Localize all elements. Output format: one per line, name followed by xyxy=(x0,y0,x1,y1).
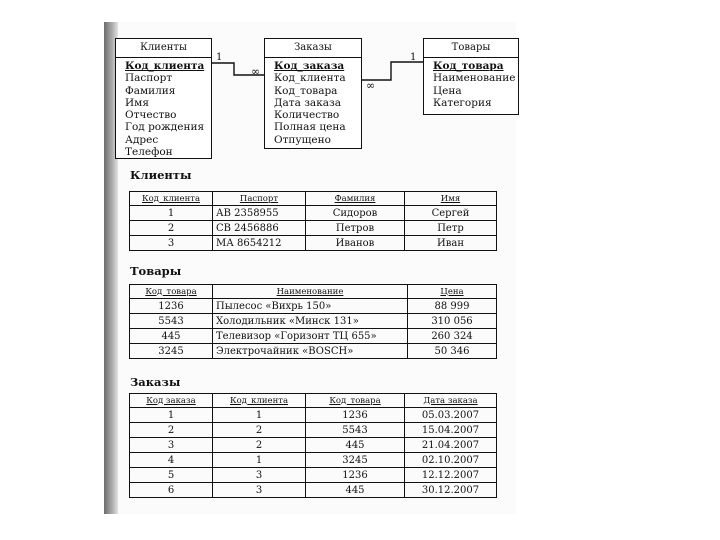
entity-field-key: Код_клиента xyxy=(125,60,205,72)
table-header-row xyxy=(130,394,497,408)
table-header-row xyxy=(130,192,497,206)
table-cell: МА 8654212 xyxy=(213,236,306,251)
table-cell: СВ 2456886 xyxy=(213,221,306,236)
table-cell: 6 xyxy=(130,483,213,498)
table-cell: 05.03.2007 xyxy=(405,408,497,423)
cardinality-many-orders-right: ∞ xyxy=(366,79,376,92)
table-row xyxy=(130,408,497,423)
table-cell: 3 xyxy=(213,483,306,498)
clients-table xyxy=(129,191,497,251)
column-header: Код_клиента xyxy=(213,394,306,408)
table-row xyxy=(130,221,497,236)
table-row xyxy=(130,299,497,314)
column-header: Фамилия xyxy=(306,192,405,206)
table-cell: 5543 xyxy=(306,423,405,438)
entity-orders-title: Заказы xyxy=(265,39,361,58)
table-cell: Петр xyxy=(405,221,497,236)
table-row xyxy=(130,483,497,498)
column-header: Дата заказа xyxy=(405,394,497,408)
entity-field: Телефон xyxy=(125,146,173,159)
entity-goods-title: Товары xyxy=(424,39,518,58)
entity-field-key: Код_товара xyxy=(433,60,504,72)
table-cell: 310 056 xyxy=(408,314,497,329)
table-cell: Иван xyxy=(405,236,497,251)
table-cell: 3245 xyxy=(130,344,213,359)
table-cell: Телевизор «Горизонт ТЦ 655» xyxy=(213,329,408,344)
table-cell: 5543 xyxy=(130,314,213,329)
table-cell: Иванов xyxy=(306,236,405,251)
entity-field: Код_товара xyxy=(274,84,338,97)
column-header: Цена xyxy=(408,285,497,299)
table-cell: 3 xyxy=(130,236,213,251)
entity-field: Цена xyxy=(433,84,462,97)
entity-field: Дата заказа xyxy=(274,96,341,109)
table-row xyxy=(130,468,497,483)
table-cell: 02.10.2007 xyxy=(405,453,497,468)
entity-field: Адрес xyxy=(125,133,159,146)
table-cell: Петров xyxy=(306,221,405,236)
table-cell: Сидоров xyxy=(306,206,405,221)
entity-clients-fields xyxy=(116,58,211,158)
entity-goods-fields xyxy=(424,58,518,109)
table-cell: АВ 2358955 xyxy=(213,206,306,221)
column-header: Наименование xyxy=(213,285,408,299)
entity-field: Категория xyxy=(433,96,492,109)
table-cell: 88 999 xyxy=(408,299,497,314)
table-cell: Пылесос «Вихрь 150» xyxy=(213,299,408,314)
table-cell: 4 xyxy=(130,453,213,468)
entity-goods xyxy=(423,38,519,115)
table-cell: 1236 xyxy=(306,468,405,483)
cardinality-one-goods: 1 xyxy=(410,52,417,63)
table-cell: 2 xyxy=(130,423,213,438)
table-row xyxy=(130,206,497,221)
column-header: Паспорт xyxy=(213,192,306,206)
entity-clients-title: Клиенты xyxy=(116,39,211,58)
entity-orders-fields xyxy=(265,58,361,146)
entity-orders xyxy=(264,38,362,149)
table-row xyxy=(130,344,497,359)
entity-field: Фамилия xyxy=(125,84,176,97)
table-cell: 445 xyxy=(130,329,213,344)
column-header: Код_клиента xyxy=(130,192,213,206)
table-cell: 445 xyxy=(306,438,405,453)
cardinality-many-orders-left: ∞ xyxy=(251,65,261,78)
table-cell: 50 346 xyxy=(408,344,497,359)
table-cell: 2 xyxy=(213,438,306,453)
entity-field: Имя xyxy=(125,96,149,109)
entity-field: Отпущено xyxy=(274,133,331,146)
table-row xyxy=(130,453,497,468)
orders-table-title: Заказы xyxy=(130,375,181,389)
table-cell: 3 xyxy=(213,468,306,483)
table-cell: 1236 xyxy=(306,408,405,423)
entity-field: Паспорт xyxy=(125,72,173,85)
table-cell: Электрочайник «BOSCH» xyxy=(213,344,408,359)
table-row xyxy=(130,423,497,438)
table-cell: 1236 xyxy=(130,299,213,314)
table-row xyxy=(130,438,497,453)
table-cell: 21.04.2007 xyxy=(405,438,497,453)
entity-field: Отчество xyxy=(125,109,177,122)
entity-clients xyxy=(115,38,212,159)
table-row xyxy=(130,236,497,251)
column-header: Код заказа xyxy=(130,394,213,408)
goods-table xyxy=(129,284,497,359)
table-cell: 5 xyxy=(130,468,213,483)
table-cell: 30.12.2007 xyxy=(405,483,497,498)
table-cell: 3245 xyxy=(306,453,405,468)
table-cell: Сергей xyxy=(405,206,497,221)
table-cell: 1 xyxy=(213,453,306,468)
column-header: Код_товара xyxy=(130,285,213,299)
clients-table-title: Клиенты xyxy=(130,168,192,182)
table-cell: 1 xyxy=(130,408,213,423)
goods-table-title: Товары xyxy=(130,264,182,278)
orders-table xyxy=(129,393,497,498)
table-header-row xyxy=(130,285,497,299)
table-cell: 3 xyxy=(130,438,213,453)
table-cell: 2 xyxy=(213,423,306,438)
entity-field: Количество xyxy=(274,109,340,122)
entity-field: Код_клиента xyxy=(274,72,346,85)
column-header: Имя xyxy=(405,192,497,206)
entity-field: Наименование xyxy=(433,72,516,85)
entity-field: Полная цена xyxy=(274,121,346,134)
table-row xyxy=(130,314,497,329)
table-row xyxy=(130,329,497,344)
cardinality-one-clients: 1 xyxy=(216,52,223,63)
column-header: Код_товара xyxy=(306,394,405,408)
table-cell: 12.12.2007 xyxy=(405,468,497,483)
relation-goods-orders xyxy=(361,62,423,80)
table-cell: 445 xyxy=(306,483,405,498)
entity-field: Год рождения xyxy=(125,121,205,134)
table-cell: 1 xyxy=(213,408,306,423)
entity-field-key: Код_заказа xyxy=(274,60,345,72)
table-cell: Холодильник «Минск 131» xyxy=(213,314,408,329)
table-cell: 260 324 xyxy=(408,329,497,344)
table-cell: 15.04.2007 xyxy=(405,423,497,438)
table-cell: 2 xyxy=(130,221,213,236)
table-cell: 1 xyxy=(130,206,213,221)
